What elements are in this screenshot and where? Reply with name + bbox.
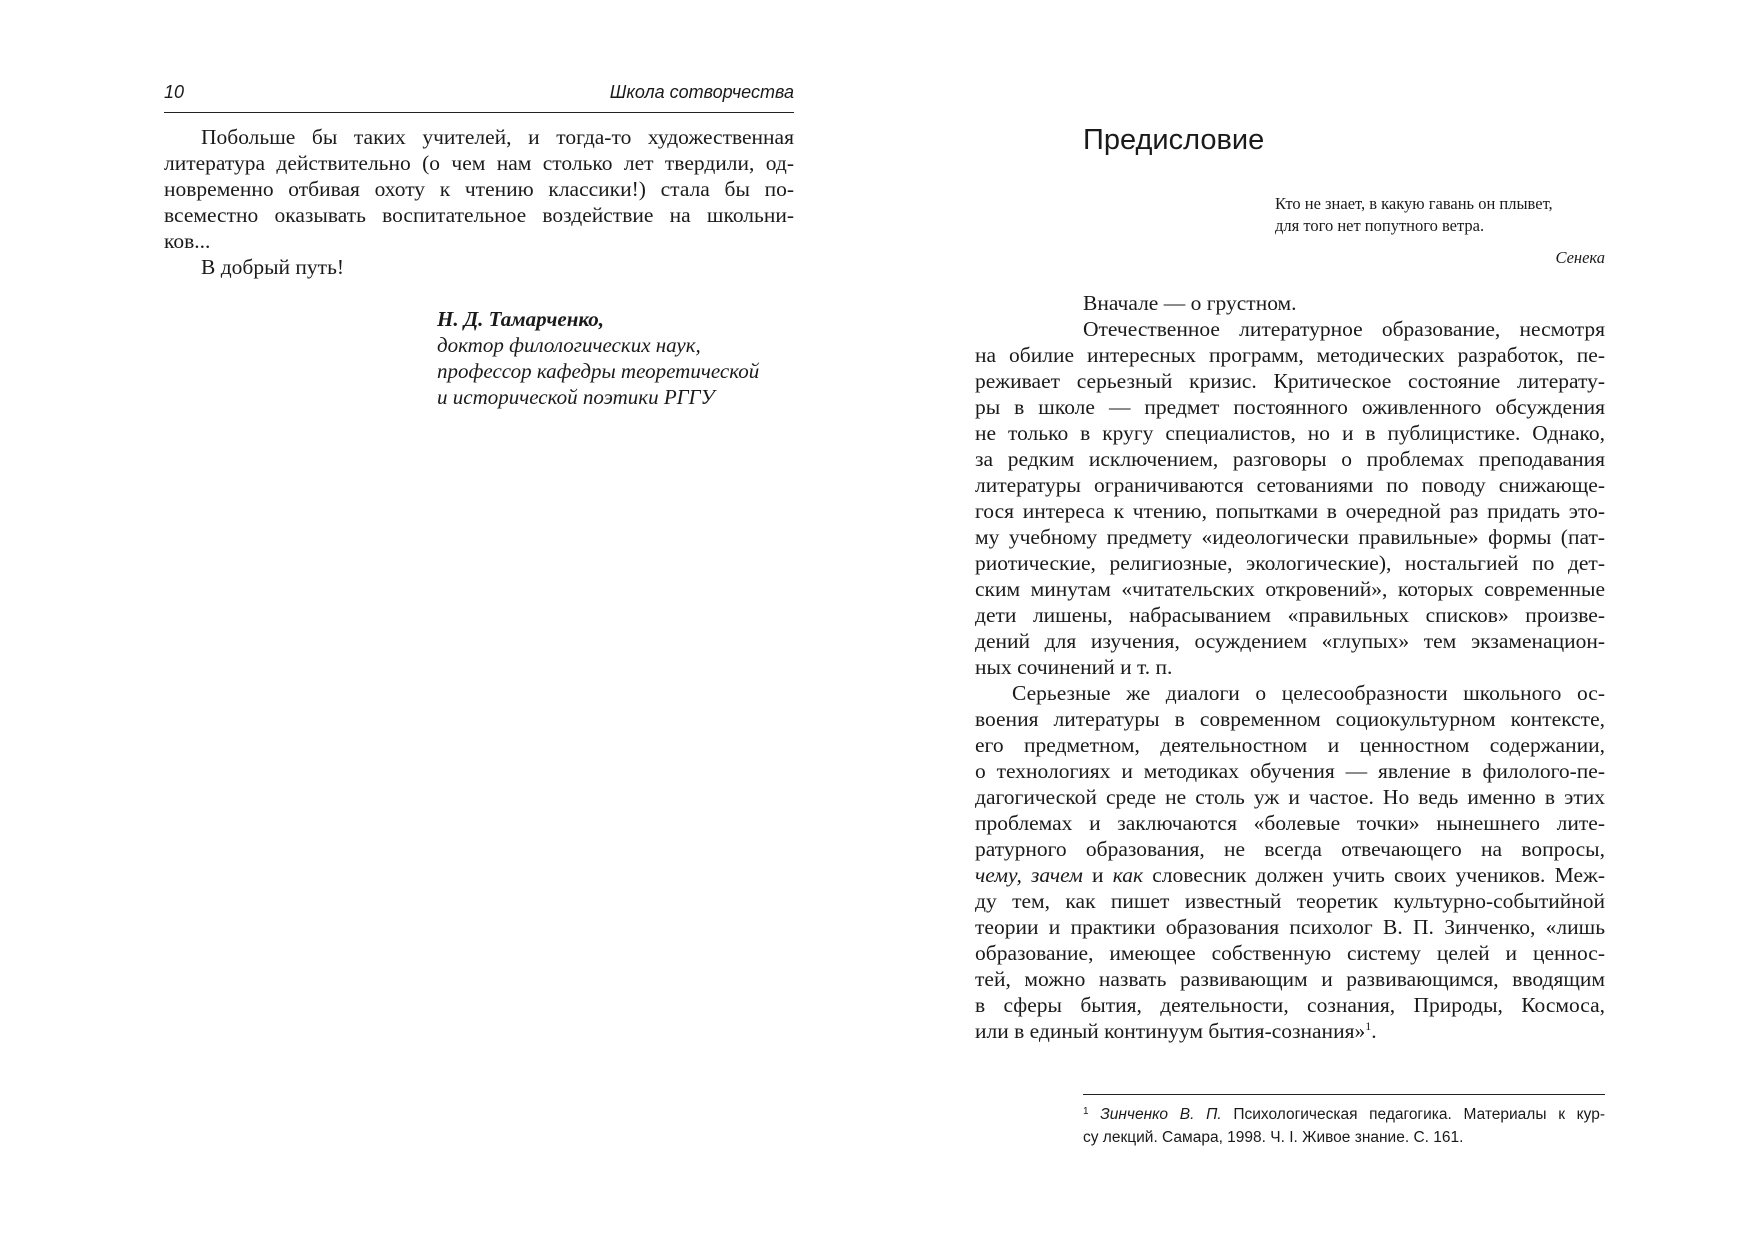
text-line-emphasis — [975, 862, 1605, 888]
footnote-reference[interactable]: 1 — [1365, 1019, 1372, 1033]
text-line: Побольше бы таких учителей, и тогда-то художественная — [201, 125, 794, 149]
right-paragraph-2 — [975, 680, 1605, 1044]
signature-block — [437, 306, 797, 410]
running-title: Школа сотворчества — [609, 82, 794, 102]
text-line: воения литературы в современном социокультурном контексте, — [975, 707, 1605, 731]
text-line: дагогической среде не столь уж и частое. Но ведь именно в этих — [975, 785, 1605, 809]
footnote-text: Психологическая педагогика. Материалы к кур- — [1221, 1106, 1605, 1123]
text-line-last: или в единый континуум бытия-сознания»$^1$. — [975, 1019, 1377, 1043]
footnote-author: Зинченко В. П. — [1100, 1106, 1222, 1123]
text-line: ков... — [164, 229, 211, 253]
text-line: в сферы бытия, деятельности, сознания, Природы, Космоса, — [975, 993, 1605, 1017]
plain-text: и — [1082, 863, 1113, 887]
right-body-text — [975, 290, 1605, 1044]
text-line: Серьезные же диалоги о целесообразности школьного ос- — [1012, 681, 1605, 705]
text-line: реживает серьезный кризис. Критическое состояние литерату- — [975, 369, 1605, 393]
text-line: новременно отбивая охоту к чтению классики!) стала бы по- — [164, 177, 794, 201]
plain-text: или в единый континуум бытия-сознания» — [975, 1019, 1366, 1043]
text-line: за редким исключением, разговоры о проблемах преподавания — [975, 447, 1605, 471]
footnote-mark: 1 — [1083, 1106, 1089, 1117]
epigraph-line: Кто не знает, в какую гавань он плывет, — [1275, 194, 1553, 213]
text-line: В добрый путь! — [201, 255, 345, 279]
footnote — [1083, 1094, 1605, 1149]
emphasis-text: как — [1112, 863, 1144, 887]
text-line: Отечественное литературное образование, несмотря — [1083, 317, 1605, 341]
text-line: ским минутам «читательских откровений», которых современные — [975, 577, 1605, 601]
text-line: литературы ограничиваются сетованиями по поводу снижающе- — [975, 473, 1605, 497]
text-line: проблемах и заключаются «болевые точки» нынешнего лите- — [975, 811, 1605, 835]
text-line: му учебному предмету «идеологически правильные» формы (пат- — [975, 525, 1605, 549]
left-paragraph-2 — [164, 254, 794, 280]
text-line: не только в кругу специалистов, но и в публицистике. Однако, — [975, 421, 1605, 445]
text-line: ратурного образования, не всегда отвечающего на вопросы, — [975, 837, 1605, 861]
text-line: гося интереса к чтению, попытками в очередной раз придать это- — [975, 499, 1605, 523]
plain-text: словесник должен учить своих учеников. Меж- — [1143, 863, 1606, 887]
text-line: образование, имеющее собственную систему целей и ценнос- — [975, 941, 1605, 965]
text-line: теории и практики образования психолог В. П. Зинченко, «лишь — [975, 915, 1605, 939]
running-head — [164, 82, 794, 113]
text-line: его предметном, деятельностном и ценностном содержании, — [975, 733, 1605, 757]
chapter-title: Предисловие — [1083, 124, 1265, 156]
text-line: ры в школе — предмет постоянного оживленного обсуждения — [975, 395, 1605, 419]
epigraph-author: Сенека — [1555, 248, 1605, 267]
text-line: дений для изучения, осуждением «глупых» тем экзаменацион- — [975, 629, 1605, 653]
right-paragraph-1 — [975, 316, 1605, 680]
text-line: тей, можно назвать развивающим и развивающимся, вводящим — [975, 967, 1605, 991]
signature-line: профессор кафедры теоретической — [437, 359, 760, 383]
text-line: всеместно оказывать воспитательное воздействие на школьни- — [164, 203, 794, 227]
left-paragraph-1 — [164, 124, 794, 254]
intro-line: Вначале — о грустном. — [1083, 291, 1297, 315]
text-line: о технологиях и методиках обучения — явление в филолого-пе- — [975, 759, 1605, 783]
text-line: риотические, религиозные, экологические), ностальгией по дет- — [975, 551, 1605, 575]
signature-name: Н. Д. Тамарченко, — [437, 307, 604, 331]
epigraph — [1275, 193, 1605, 269]
emphasis-text: чему, зачем — [975, 863, 1083, 887]
signature-line: доктор филологических наук, — [437, 333, 701, 357]
text-line: ду тем, как пишет известный теоретик культурно-событийной — [975, 889, 1605, 913]
text-line: дети лишены, набрасыванием «правильных списков» произве- — [975, 603, 1605, 627]
footnote-line: су лекций. Самара, 1998. Ч. I. Живое знание. С. 161. — [1083, 1129, 1464, 1146]
footnote-line — [1083, 1103, 1605, 1126]
left-body-text — [164, 124, 794, 280]
text-line: на обилие интересных программ, методических разработок, пе- — [975, 343, 1605, 367]
signature-line: и исторической поэтики РГГУ — [437, 385, 715, 409]
epigraph-line: для того нет попутного ветра. — [1275, 216, 1485, 235]
text-line: литература действительно (о чем нам столько лет твердили, од- — [164, 151, 794, 175]
text-line: ных сочинений и т. п. — [975, 655, 1173, 679]
page-number: 10 — [164, 82, 185, 102]
